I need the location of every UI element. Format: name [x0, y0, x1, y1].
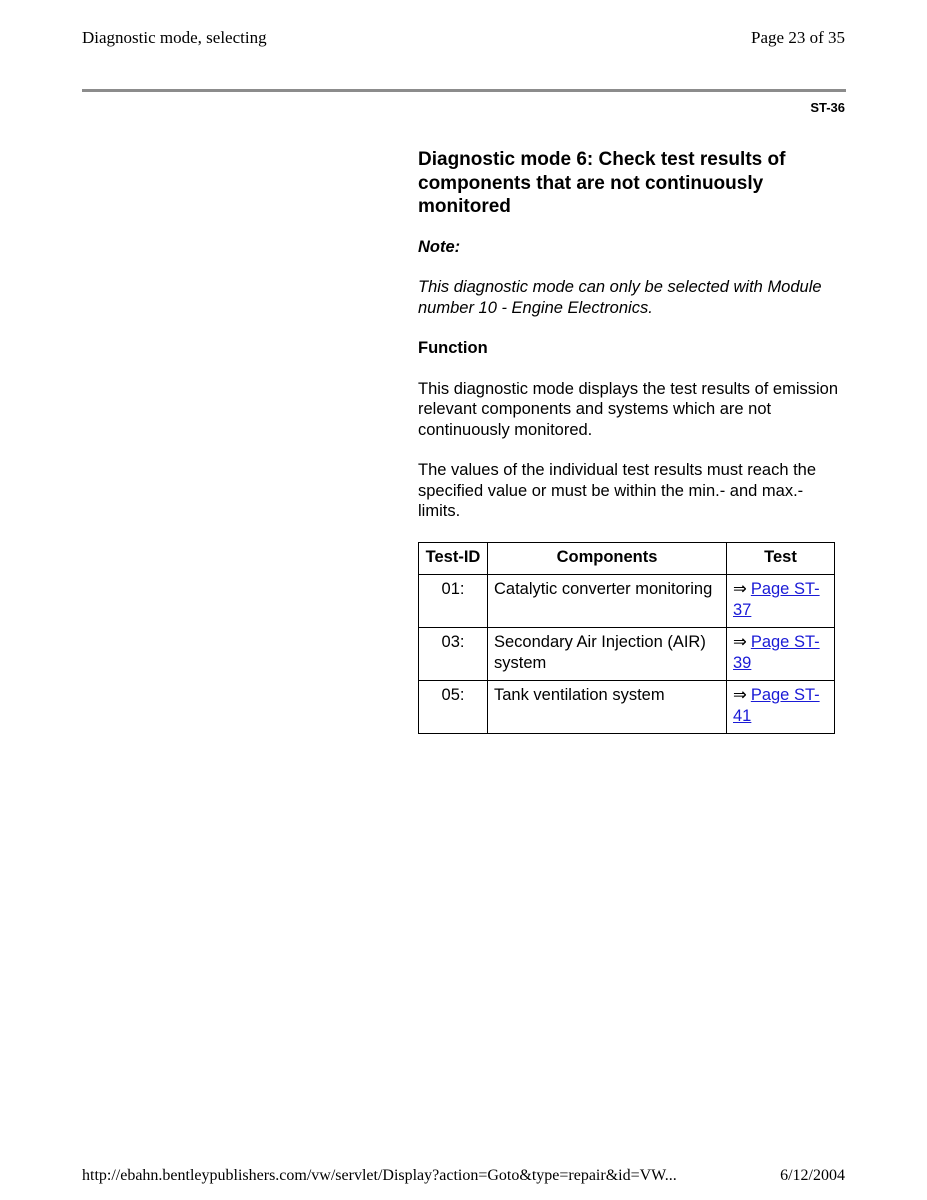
test-cell — [727, 575, 835, 628]
document-code: ST-36 — [810, 100, 845, 115]
header-title: Diagnostic mode, selecting — [82, 28, 267, 47]
right-arrow-icon: ⇒ — [733, 686, 747, 704]
table-row — [419, 628, 835, 681]
right-arrow-icon: ⇒ — [733, 580, 747, 598]
test-results-table — [418, 542, 835, 735]
table-row — [419, 575, 835, 628]
header-divider — [82, 89, 846, 92]
component-cell: Tank ventilation system — [488, 681, 727, 734]
table-row — [419, 681, 835, 734]
test-id-cell: 03: — [419, 628, 488, 681]
section-heading: Diagnostic mode 6: Check test results of components that are not continuously monitored — [418, 149, 786, 217]
footer-url: http://ebahn.bentleypublishers.com/vw/servlet/Display?action=Goto&type=repair&id=VW... — [82, 1167, 677, 1184]
test-cell — [727, 681, 835, 734]
main-content — [418, 148, 846, 734]
component-cell: Catalytic converter monitoring — [488, 575, 727, 628]
right-arrow-icon: ⇒ — [733, 633, 747, 651]
component-cell: Secondary Air Injection (AIR) system — [488, 628, 727, 681]
test-id-cell: 05: — [419, 681, 488, 734]
note-label: Note: — [418, 237, 461, 256]
table-header-row — [419, 542, 835, 575]
function-label: Function — [418, 339, 488, 357]
column-header-components: Components — [488, 542, 727, 575]
column-header-test: Test — [727, 542, 835, 575]
note-text: This diagnostic mode can only be selected with Module number 10 - Engine Electronics. — [418, 278, 822, 317]
page-link-st-37[interactable]: Page ST-37 — [733, 580, 820, 619]
function-paragraph-2: The values of the individual test results must reach the specified value or must be within the min.- and max.- limits. — [418, 461, 817, 520]
function-paragraph-1: This diagnostic mode displays the test results of emission relevant components and systems which are not continuously monitored. — [418, 379, 839, 439]
test-id-cell: 01: — [419, 575, 488, 628]
page-link-st-41[interactable]: Page ST-41 — [733, 686, 820, 725]
page-link-st-39[interactable]: Page ST-39 — [733, 633, 820, 672]
test-cell — [727, 628, 835, 681]
footer-date: 6/12/2004 — [780, 1167, 845, 1184]
column-header-test-id: Test-ID — [419, 542, 488, 575]
page-number: Page 23 of 35 — [751, 28, 845, 47]
